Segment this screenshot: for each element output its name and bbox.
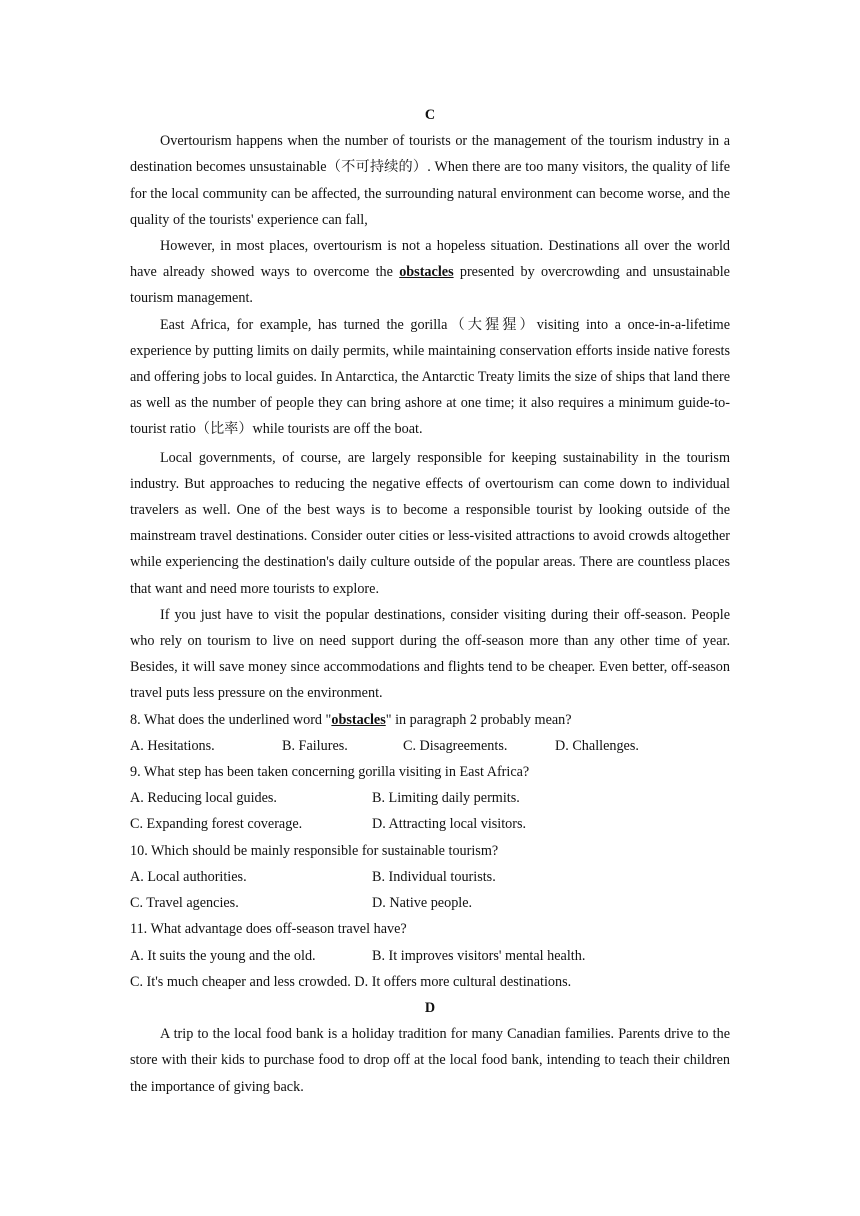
section-c-paragraph-2 xyxy=(130,233,730,312)
question-8-option-b: B. Failures. xyxy=(282,737,348,754)
question-8-option-d: D. Challenges. xyxy=(555,737,639,754)
question-9-options-row-2 xyxy=(130,811,730,837)
question-11-option-a: A. It suits the young and the old. xyxy=(130,947,316,964)
paragraph-2-text-before: However, in most places, overtourism is not a hopeless situation. Destinations all over the world have already showed ways to overcome the xyxy=(130,238,730,281)
question-10-option-b: B. Individual tourists. xyxy=(372,868,496,885)
question-10-option-a: A. Local authorities. xyxy=(130,868,247,885)
question-9-option-c: C. Expanding forest coverage. xyxy=(130,816,303,833)
section-d-paragraph-1: A trip to the local food bank is a holiday tradition for many Canadian families. Parents drive to the store with their kids to purchase food to drop off at the local food bank, intending to teach their children the importance of giving back. xyxy=(130,1026,730,1095)
section-c-paragraph-1: Overtourism happens when the number of tourists or the management of the tourism industry in a destination becomes unsustainable（不可持续的）. When there are too many visitors, the quality of life for the local community can be affected, the surrounding natural environment can become worse, and the quality of the tourists' experience can fall, xyxy=(130,133,730,228)
question-11-options-c-d: C. It's much cheaper and less crowded. D. It offers more cultural destinations. xyxy=(130,973,572,990)
question-8-keyword: obstacles xyxy=(331,711,386,728)
question-10-options-row-1 xyxy=(130,864,730,890)
question-9-option-d: D. Attracting local visitors. xyxy=(372,816,527,833)
question-9-options-row-1 xyxy=(130,785,730,811)
reading-passage xyxy=(130,102,730,1100)
section-c-paragraph-3: East Africa, for example, has turned the gorilla（大猩猩）visiting into a once-in-a-lifetime experience by putting limits on daily permits, while maintaining conservation efforts inside native forests and offering jobs to local guides. In Antarctica, the Antarctic Treaty limits the size of ships that land there as well as the number of people they can bring ashore at one time; it also requires a minimum guide-to-tourist ratio（比率）while tourists are off the boat. xyxy=(130,316,730,438)
paragraph-2-text-after: presented by overcrowding and unsustainable tourism management. xyxy=(130,264,730,307)
section-c-paragraph-4: Local governments, of course, are largely responsible for keeping sustainability in the tourism industry. But approaches to reducing the negative effects of overtourism can come down to individual travelers as well. One of the best ways is to become a responsible tourist by looking outside of the mainstream travel destinations. Consider outer cities or less-visited attractions to avoid crowds altogether while experiencing the destination's daily culture outside of the popular areas. There are countless places that want and need more tourists to explore. xyxy=(130,449,730,597)
question-10-option-c: C. Travel agencies. xyxy=(130,895,239,912)
question-8-option-c: C. Disagreements. xyxy=(403,737,508,754)
question-8-stem-before: 8. What does the underlined word " xyxy=(130,711,332,728)
section-d-title: D xyxy=(424,999,436,1016)
question-9-stem: 9. What step has been taken concerning gorilla visiting in East Africa? xyxy=(130,764,530,781)
question-8-options xyxy=(130,733,730,759)
question-9-option-b: B. Limiting daily permits. xyxy=(372,790,520,807)
question-11-stem: 11. What advantage does off-season travel have? xyxy=(130,921,407,938)
question-10-option-d: D. Native people. xyxy=(372,895,473,912)
question-9-option-a: A. Reducing local guides. xyxy=(130,790,277,807)
question-8-stem-after: " in paragraph 2 probably mean? xyxy=(385,711,572,728)
section-c-title: C xyxy=(424,107,436,123)
section-c-paragraph-5: If you just have to visit the popular destinations, consider visiting during their off-season. People who rely on tourism to live on need support during the off-season more than any other time of year. Besides, it will save money since accommodations and flights tend to be cheaper. Even better, off-season travel puts less pressure on the environment. xyxy=(130,606,730,702)
question-10-stem: 10. Which should be mainly responsible for sustainable tourism? xyxy=(130,842,499,859)
question-8-option-a: A. Hesitations. xyxy=(130,737,215,754)
question-11-options-row-1 xyxy=(130,943,730,969)
question-10-options-row-2 xyxy=(130,890,730,916)
underlined-keyword: obstacles xyxy=(399,264,454,281)
question-8-stem xyxy=(130,707,730,733)
question-11-option-b: B. It improves visitors' mental health. xyxy=(372,947,586,964)
